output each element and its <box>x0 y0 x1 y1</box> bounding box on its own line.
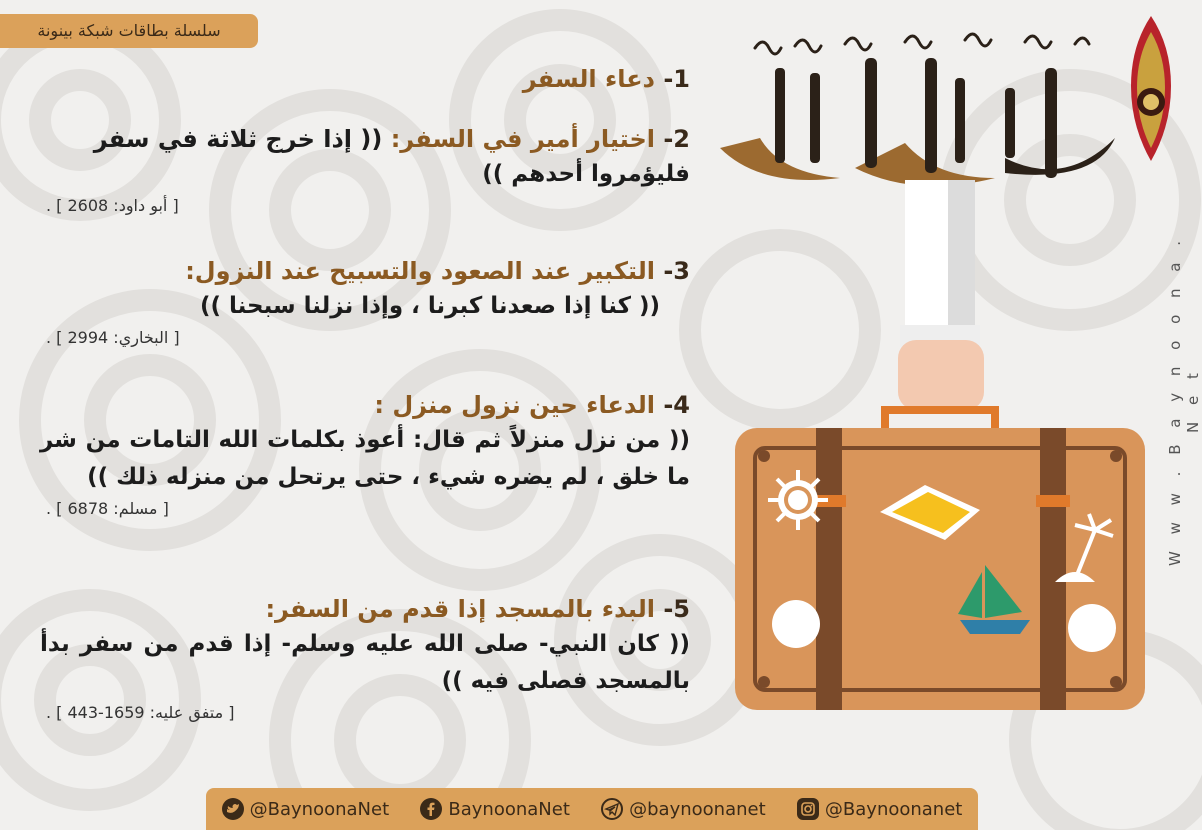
item-title: البدء بالمسجد إذا قدم من السفر: <box>265 595 655 623</box>
list-item-4 <box>40 388 690 522</box>
item-title: الدعاء حين نزول منزل : <box>374 391 655 419</box>
twitter-handle: @BaynoonaNet <box>249 798 390 820</box>
item-reference: [ أبو داود: 2608 ] . <box>46 196 179 215</box>
twitter-icon <box>222 798 244 820</box>
item-number: 4- <box>663 391 690 419</box>
item-title: التكبير عند الصعود والتسبيح عند النزول: <box>185 257 655 285</box>
telegram-handle: @baynoonanet <box>629 798 766 820</box>
telegram-icon <box>601 798 623 820</box>
item-reference: [ البخاري: 2994 ] . <box>46 328 180 347</box>
facebook-handle: BaynoonaNet <box>448 798 570 820</box>
instagram-link[interactable] <box>797 798 962 820</box>
baynoona-logo <box>1124 12 1178 164</box>
item-body: (( كان النبي- صلى الله عليه وسلم- إذا قدم من سفر بدأ بالمسجد فصلى فيه )) <box>40 631 690 694</box>
list-item-1 <box>40 62 690 96</box>
item-body: (( كنا إذا صعدنا كبرنا ، وإذا نزلنا سبحنا )) <box>199 293 660 319</box>
list-item-5 <box>40 592 690 726</box>
instagram-icon <box>797 798 819 820</box>
website-vertical: W w w . B a y n o o n a . N e t <box>1166 234 1202 566</box>
item-inline-quote: (( إذا خرج ثلاثة في سفر <box>93 125 383 153</box>
item-body: (( من نزل منزلاً ثم قال: أعوذ بكلمات الله التامات من شر ما خلق ، لم يضره شيء ، حتى يرتحل من منزله ذلك )) <box>40 427 690 490</box>
instagram-handle: @Baynoonanet <box>824 798 963 820</box>
item-reference: [ مسلم: 6878 ] . <box>46 499 169 518</box>
item-number: 3- <box>663 257 690 285</box>
facebook-icon <box>420 798 442 820</box>
facebook-link[interactable] <box>420 798 570 820</box>
item-title: دعاء السفر <box>522 65 655 93</box>
item-reference: [ متفق عليه: 1659-443 ] . <box>46 703 235 722</box>
item-body: فليؤمروا أحدهم )) <box>482 161 690 187</box>
list-item-2 <box>40 122 690 219</box>
item-title: اختيار أمير في السفر: <box>390 125 655 153</box>
series-badge: سلسلة بطاقات شبكة بينونة <box>0 14 258 48</box>
list-item-3 <box>40 254 690 351</box>
item-number: 1- <box>663 65 690 93</box>
social-footer <box>206 788 978 830</box>
item-number: 2- <box>663 125 690 153</box>
suitcase-illustration <box>700 170 1170 730</box>
item-number: 5- <box>663 595 690 623</box>
telegram-link[interactable] <box>601 798 766 820</box>
twitter-link[interactable] <box>222 798 390 820</box>
